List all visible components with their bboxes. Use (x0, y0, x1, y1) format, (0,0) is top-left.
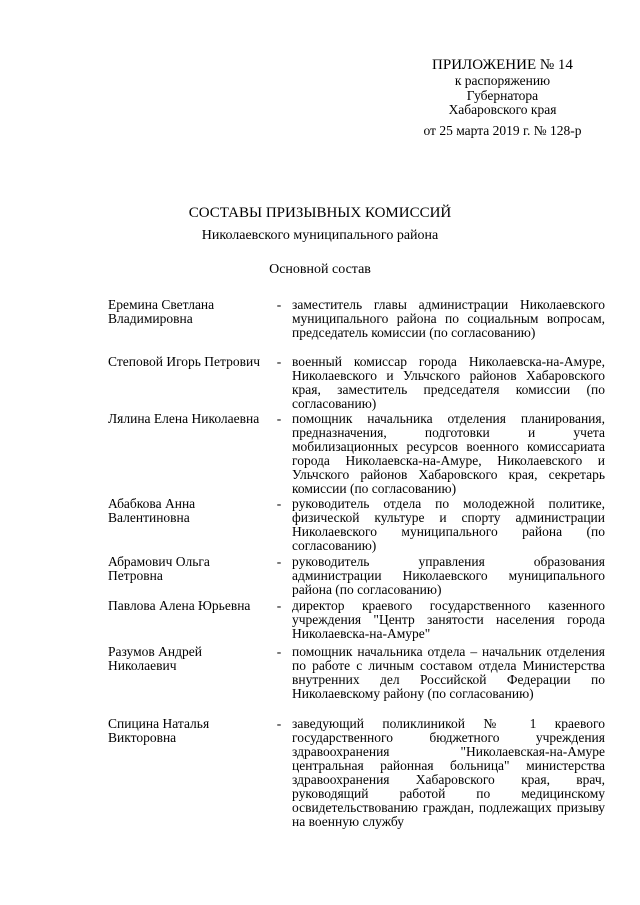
member-name: Разумов Андрей Николаевич (108, 644, 202, 673)
member-role: военный комиссар города Николаевска-на-Амуре, Николаевского и Ульчского районов Хабаровского края, заместитель председателя комиссии (по согласованию) (292, 354, 605, 411)
member-role: заместитель главы администрации Николаевского муниципального района по социальным вопросам, председатель комиссии (по согласованию) (292, 297, 605, 340)
section-title: Основной состав (269, 262, 371, 277)
appendix-title: ПРИЛОЖЕНИЕ № 14 (432, 57, 573, 73)
member-name: Еремина Светлана Владимировна (108, 297, 215, 326)
member-name: Абрамович Ольга Петровна (108, 554, 210, 583)
member-role: помощник начальника отдела – начальник отделения по работе с личным составом отдела Министерства внутренних дел Российской Федерации по Николаевскому району (по согласованию) (292, 644, 605, 701)
appendix-line-1: к распоряжению (454, 73, 551, 88)
member-name: Лялина Елена Николаевна (108, 411, 260, 426)
member-name: Павлова Алена Юрьевна (108, 598, 251, 613)
member-dash: - (276, 354, 282, 369)
member-dash: - (276, 411, 282, 426)
appendix-date: от 25 марта 2019 г. № 128-р (423, 122, 582, 138)
member-role: руководитель отдела по молодежной политике, физической культуре и спорту администрации Николаевского муниципального района (по согласованию) (292, 496, 605, 553)
member-name: Спицина Наталья Викторовна (108, 716, 210, 745)
member-dash: - (276, 297, 282, 312)
member-dash: - (276, 644, 282, 659)
appendix-block (395, 56, 610, 138)
member-name: Абабкова Анна Валентиновна (108, 496, 196, 525)
member-dash: - (276, 598, 282, 613)
appendix-line-2: Губернатора (466, 87, 539, 103)
document-subtitle: Николаевского муниципального района (201, 228, 439, 243)
member-dash: - (276, 716, 282, 731)
member-name: Степовой Игорь Петрович (108, 354, 261, 369)
member-role: помощник начальника отделения планирования, предназначения, подготовки и учета мобилизационных ресурсов военного комиссариата города Николаевска-на-Амуре, Николаевского и Ульчского районов Хабаровского края, секретарь комиссии (по согласованию) (292, 411, 605, 496)
document-heading (0, 204, 640, 279)
member-dash: - (276, 496, 282, 511)
member-dash: - (276, 554, 282, 569)
member-role: руководитель управления образования администрации Николаевского муниципального района (по согласованию) (292, 554, 605, 597)
appendix-line-3: Хабаровского края (448, 102, 557, 117)
member-role: директор краевого государственного казенного учреждения "Центр занятости населения города Николаевска-на-Амуре" (292, 598, 605, 641)
document-title: СОСТАВЫ ПРИЗЫВНЫХ КОМИССИЙ (188, 205, 452, 221)
member-role: заведующий поликлиникой № 1 краевого государственного бюджетного учреждения здравоохранения "Николаевская-на-Амуре центральная районная больница" министерства здравоохранения Хабаровского края, врач, руководящий работой по медицинскому освидетельствованию граждан, подлежащих призыву на военную службу (292, 716, 605, 829)
